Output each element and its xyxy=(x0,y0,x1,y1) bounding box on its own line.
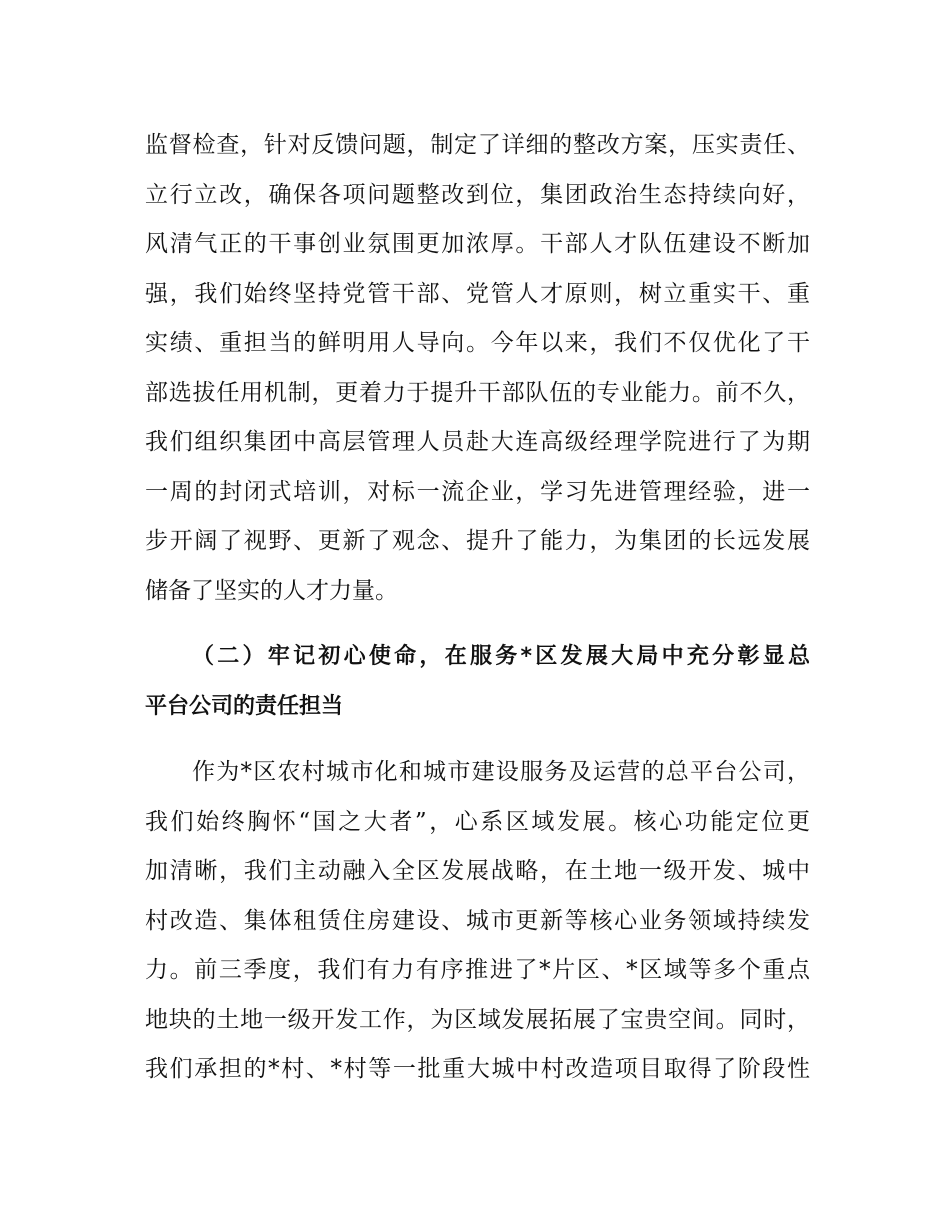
section-heading-line-2: 平台公司的责任担当 xyxy=(145,694,344,719)
paragraph-line: 加清晰，我们主动融入全区发展战略，在土地一级开发、城中 xyxy=(145,858,810,884)
paragraph-line: 储备了坚实的人才力量。 xyxy=(145,578,398,604)
paragraph-line: 风清气正的干事创业氛围更加浓厚。干部人才队伍建设不断加 xyxy=(145,231,810,257)
paragraph-line: 立行立改，确保各项问题整改到位，集团政治生态持续向好， xyxy=(145,182,810,208)
section-heading-line-1: （二）牢记初心使命，在服务*区发展大局中充分彰显总 xyxy=(192,644,810,669)
paragraph-line: 地块的土地一级开发工作，为区域发展拓展了宝贵空间。同时， xyxy=(145,1007,810,1033)
paragraph-line: 我们始终胸怀“国之大者”，心系区域发展。核心功能定位更 xyxy=(145,809,810,835)
paragraph-line: 我们承担的*村、*村等一批重大城中村改造项目取得了阶段性 xyxy=(145,1056,810,1082)
paragraph-line: 实绩、重担当的鲜明用人导向。今年以来，我们不仅优化了干 xyxy=(145,330,810,356)
paragraph-line: 强，我们始终坚持党管干部、党管人才原则，树立重实干、重 xyxy=(145,281,810,307)
paragraph-line: 步开阔了视野、更新了观念、提升了能力，为集团的长远发展 xyxy=(145,528,810,554)
paragraph-line: 作为*区农村城市化和城市建设服务及运营的总平台公司， xyxy=(192,759,810,785)
paragraph-line: 我们组织集团中高层管理人员赴大连高级经理学院进行了为期 xyxy=(145,429,810,455)
paragraph-line: 村改造、集体租赁住房建设、城市更新等核心业务领域持续发 xyxy=(145,908,810,934)
paragraph-line: 部选拔任用机制，更着力于提升干部队伍的专业能力。前不久， xyxy=(145,380,810,406)
paragraph-line: 一周的封闭式培训，对标一流企业，学习先进管理经验，进一 xyxy=(145,479,810,505)
paragraph-line: 监督检查，针对反馈问题，制定了详细的整改方案，压实责任、 xyxy=(145,132,810,158)
paragraph-line: 力。前三季度，我们有力有序推进了*片区、*区域等多个重点 xyxy=(145,957,810,983)
